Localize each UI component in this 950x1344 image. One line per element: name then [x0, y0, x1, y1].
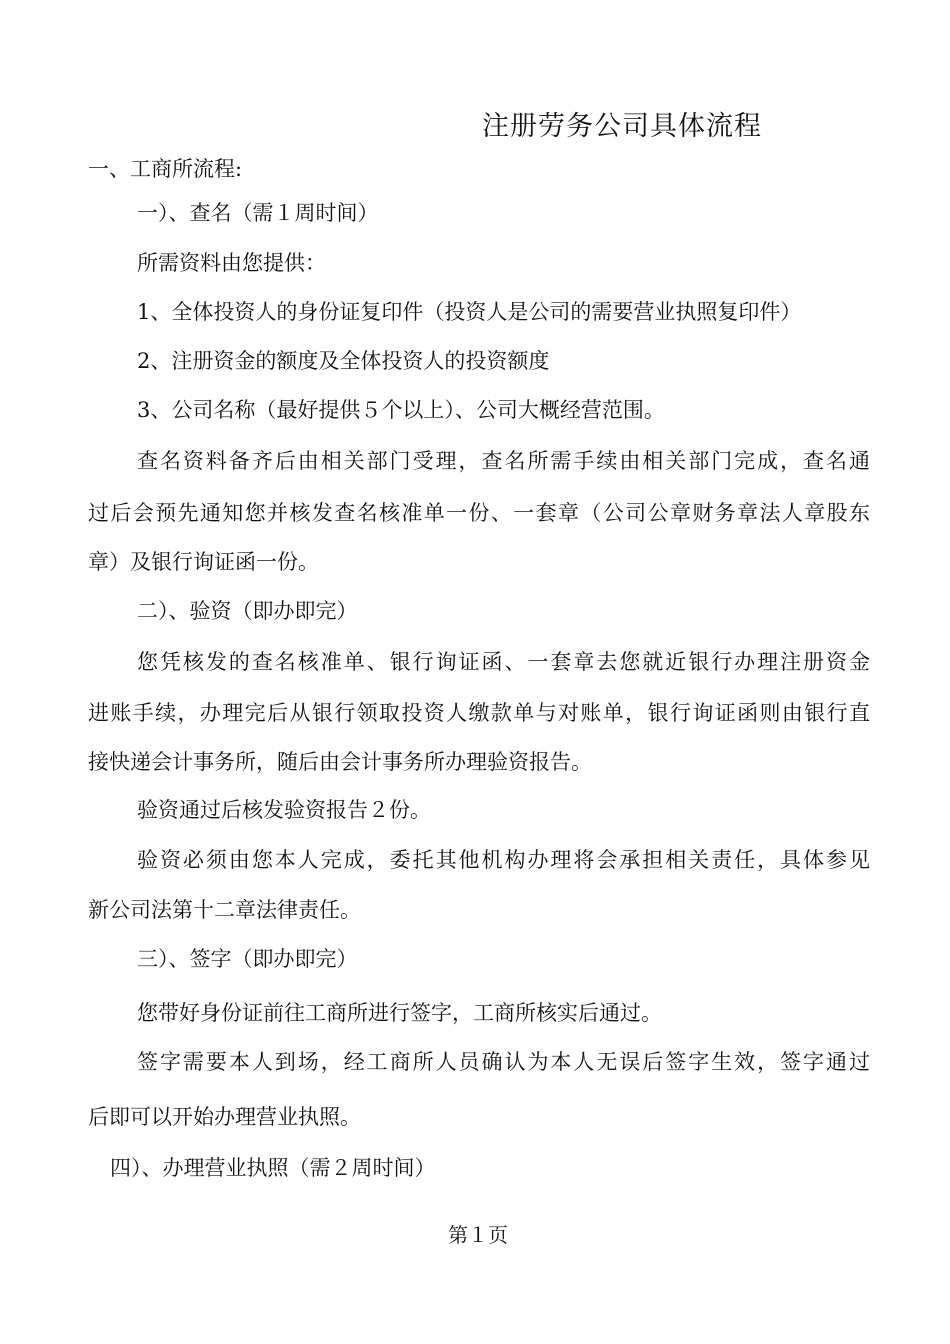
- page-number: 第１页: [448, 1223, 508, 1247]
- paragraph-line: 新公司法第十二章法律责任。: [88, 898, 361, 922]
- list-item: 2、注册资金的额度及全体投资人的投资额度: [137, 349, 550, 373]
- subsection-heading-business-license: 四）、办理营业执照（需２周时间）: [110, 1156, 436, 1180]
- subsection-heading-capital-verification: 二）、验资（即办即完）: [137, 599, 358, 623]
- paragraph-line: 进账手续，办理完后从银行领取投资人缴款单与对账单，银行询证函则由银行直: [88, 701, 870, 725]
- paragraph-line: 验资必须由您本人完成，委托其他机构办理将会承担相关责任，具体参见: [137, 848, 870, 872]
- paragraph-line: 您凭核发的查名核准单、银行询证函、一套章去您就近银行办理注册资金: [137, 650, 870, 674]
- paragraph-line: 查名资料备齐后由相关部门受理，查名所需手续由相关部门完成，查名通: [137, 449, 870, 473]
- list-item: 3、公司名称（最好提供５个以上）、公司大概经营范围。: [137, 398, 665, 422]
- paragraph-line: 章）及银行询证函一份。: [88, 550, 319, 574]
- list-item: 1、全体投资人的身份证复印件（投资人是公司的需要营业执照复印件）: [137, 300, 802, 324]
- subsection-heading-signature: 三）、签字（即办即完）: [137, 947, 358, 971]
- subsection-heading-name-check: 一）、查名（需１周时间）: [137, 201, 379, 225]
- paragraph-line: 后即可以开始办理营业执照。: [88, 1105, 361, 1129]
- paragraph-line: 过后会预先通知您并核发查名核准单一份、一套章（公司公章财务章法人章股东: [88, 501, 870, 525]
- paragraph-line: 您带好身份证前往工商所进行签字，工商所核实后通过。: [137, 1001, 662, 1025]
- paragraph-line: 所需资料由您提供：: [137, 251, 326, 275]
- document-title: 注册劳务公司具体流程: [482, 111, 762, 142]
- section-heading-business-office: 一、工商所流程:: [88, 157, 243, 181]
- paragraph-line: 签字需要本人到场，经工商所人员确认为本人无误后签字生效，签字通过: [137, 1050, 870, 1074]
- paragraph-line: 接快递会计事务所，随后由会计事务所办理验资报告。: [88, 750, 592, 774]
- paragraph-line: 验资通过后核发验资报告２份。: [137, 798, 431, 822]
